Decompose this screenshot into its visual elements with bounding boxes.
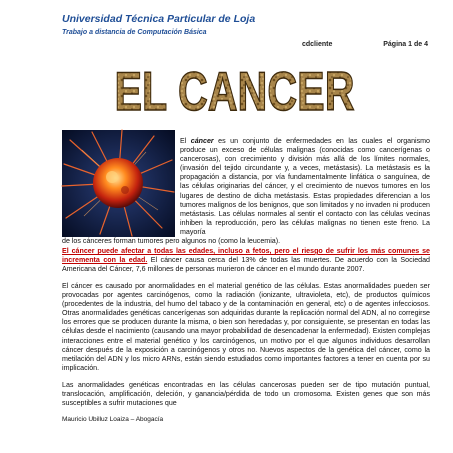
title-text: EL CANCER (114, 60, 355, 122)
intro-paragraph-tail: de los cánceres forman tumores pero algunos no (como la leucemia). (62, 237, 281, 245)
cancer-cell-image (62, 130, 175, 237)
age-text: El cáncer causa cerca del 13% de todas las muertes. De acuerdo con la Sociedad Americana del Cáncer, 7,6 millones de personas murieron de cáncer en el mundo durante 2007. (62, 256, 430, 274)
footer-author: Mauricio Ubilluz Loaiza – Abogacía (62, 416, 164, 423)
intro-term: cáncer (190, 137, 214, 145)
age-highlight: El cáncer puede afectar a todas las edades, incluso a fetos, pero el riesgo de sufrir los más comunes se incrementa con la edad. (62, 247, 430, 265)
intro-text: es un conjunto de enfermedades en las cuales el organismo produce un exceso de células malignas (conocidas como cancerígenas o cancerosas), con crecimiento y división más allá de los límites normales, (invasión del tejido circundante y, a veces, metástasis). La metástasis es la propagación a distancia, por vía fundamentalmente linfática o sanguínea, de las células originarias del cáncer, y el crecimiento de nuevos tumores en los lugares de destino de dicha metástasis. Estas propiedades diferencian a los tumores malignos de los benignos, que son limitados y no invaden ni producen metástasis. Las células normales al sentir el contacto con las células vecinas inhiben la reproducción, pero las células malignas no tienen este freno. La mayoría (180, 137, 431, 236)
page-meta (302, 41, 428, 48)
course-subtitle: Trabajo a distancia de Computación Básica (62, 29, 207, 36)
causes-paragraph: El cáncer es causado por anormalidades en el material genético de las células. Estas anormalidades pueden ser provocadas por agentes carcinógenos, como la radiación (ionizante, ultravioleta, etc), de productos químicos (procedentes de la industria, del humo del tabaco y de la contaminación en general, etc) o de agentes infecciosos. Otras anormalidades genéticas cancerígenas son adquiridas durante la replicación normal del ADN, al no corregirse los errores que se producen durante la misma, o bien son heredadas y, por consiguiente, se presentan en todas las células desde el nacimiento (causando una mayor probabilidad de desencadenar la enfermedad). Existen complejas interacciones entre el material genético y los carcinógenos, un motivo por el que algunos individuos desarrollan cáncer después de la exposición a carcinógenos y otros no. Nuevos aspectos de la genética del cáncer, como la metilación del ADN y los micro ARNs, están siendo estudiados como importantes factores a tener en cuenta por su implicación. (62, 282, 430, 372)
intro-paragraph (180, 137, 430, 237)
university-header: Universidad Técnica Particular de Loja (62, 13, 256, 25)
cancer-cell-illustration-icon (62, 130, 175, 237)
abnormalities-paragraph: Las anormalidades genéticas encontradas en las células cancerosas pueden ser de tipo mutación puntual, translocación, amplificación, deleción, y ganancia/pérdida de todo un cromosoma. Existen genes que son más susceptibles a sufrir mutaciones que (62, 381, 430, 408)
age-paragraph (62, 247, 430, 274)
title-wordart (112, 60, 357, 122)
page-number: Página 1 de 4 (383, 41, 428, 48)
author-tag: cdcliente (302, 41, 333, 48)
intro-lead: El (180, 137, 191, 145)
document-title (112, 60, 357, 122)
